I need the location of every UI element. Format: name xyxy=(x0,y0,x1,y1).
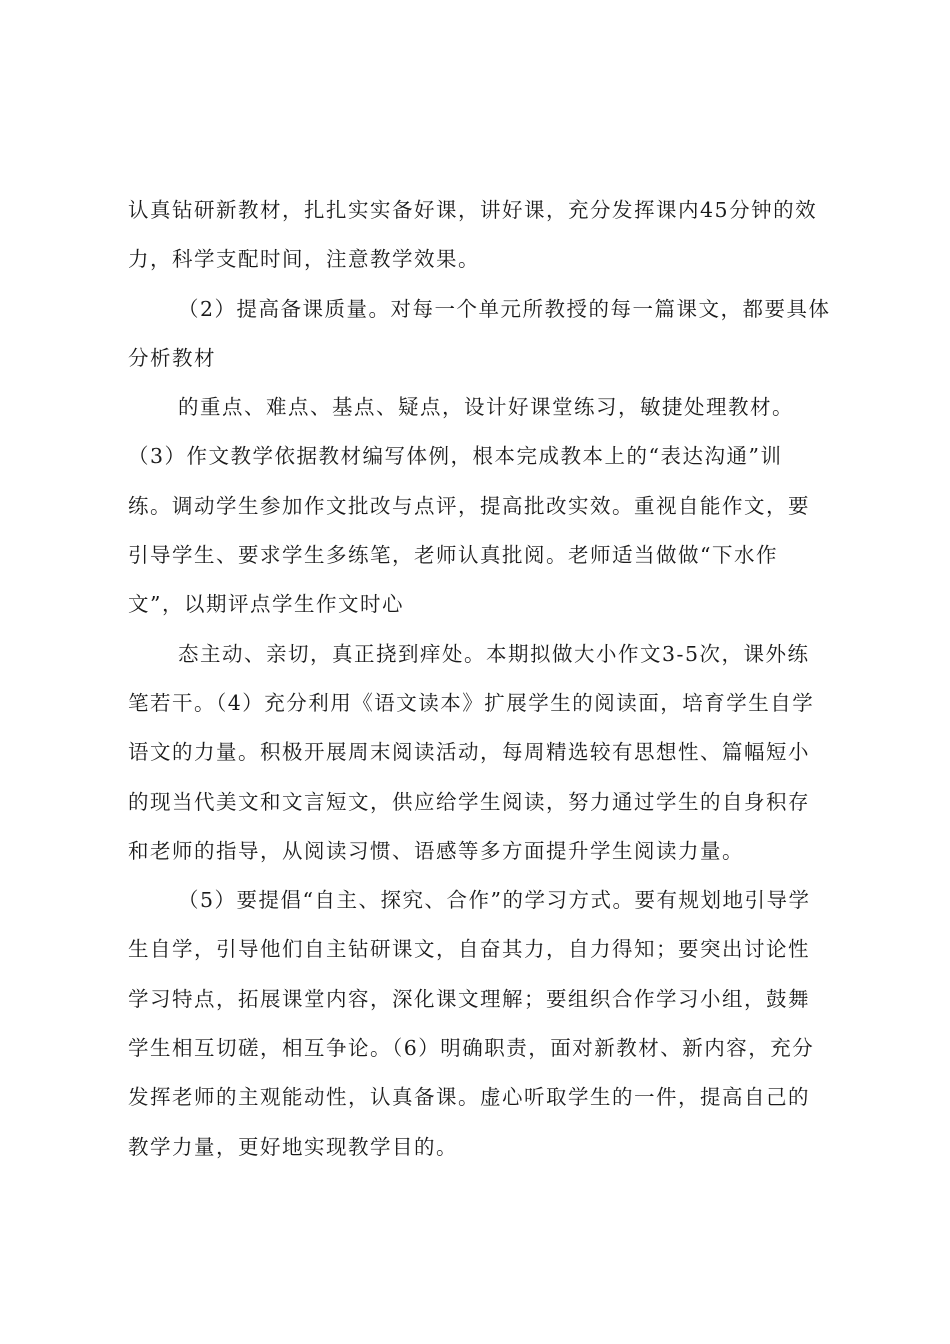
text-line-4: 分析教材 xyxy=(128,345,216,370)
text-line-7: 练。调动学生参加作文批改与点评，提高批改实效。重视自能作文，要 xyxy=(128,493,810,518)
text-line-3: （2）提高备课质量。对每一个单元所教授的每一篇课文，都要具体 xyxy=(178,296,831,321)
text-line-16: 生自学，引导他们自主钻研课文，自奋其力，自力得知；要突出讨论性 xyxy=(128,937,810,962)
text-line-20: 教学力量，更好地实现教学目的。 xyxy=(128,1134,458,1159)
body-text xyxy=(128,186,838,1172)
text-line-2: 力，科学支配时间，注意教学效果。 xyxy=(128,247,480,272)
text-line-11: 笔若干。（4）充分利用《语文读本》扩展学生的阅读面，培育学生自学 xyxy=(128,690,815,715)
text-line-6: （3）作文教学依据教材编写体例，根本完成教本上的“表达沟通”训 xyxy=(128,444,783,469)
text-line-15: （5）要提倡“自主、探究、合作”的学习方式。要有规划地引导学 xyxy=(178,888,811,913)
text-line-18: 学生相互切磋，相互争论。（6）明确职责，面对新教材、新内容，充分 xyxy=(128,1036,815,1061)
text-line-8: 引导学生、要求学生多练笔，老师认真批阅。老师适当做做“下水作 xyxy=(128,543,778,568)
text-line-19: 发挥老师的主观能动性，认真备课。虚心听取学生的一件，提高自己的 xyxy=(128,1085,810,1110)
text-line-1: 认真钻研新教材，扎扎实实备好课，讲好课，充分发挥课内45分钟的效 xyxy=(128,198,818,222)
text-line-13: 的现当代美文和文言短文，供应给学生阅读，努力通过学生的自身积存 xyxy=(128,789,810,814)
text-line-12: 语文的力量。积极开展周末阅读活动，每周精选较有思想性、篇幅短小 xyxy=(128,740,810,765)
text-line-17: 学习特点，拓展课堂内容，深化课文理解；要组织合作学习小组，鼓舞 xyxy=(128,986,810,1011)
text-line-10: 态主动、亲切，真正挠到痒处。本期拟做大小作文3-5次，课外练 xyxy=(178,641,810,666)
text-line-14: 和老师的指导，从阅读习惯、语感等多方面提升学生阅读力量。 xyxy=(128,838,744,863)
text-line-5: 的重点、难点、基点、疑点，设计好课堂练习，敏捷处理教材。 xyxy=(178,395,794,420)
text-line-9: 文”，以期评点学生作文时心 xyxy=(128,592,404,617)
